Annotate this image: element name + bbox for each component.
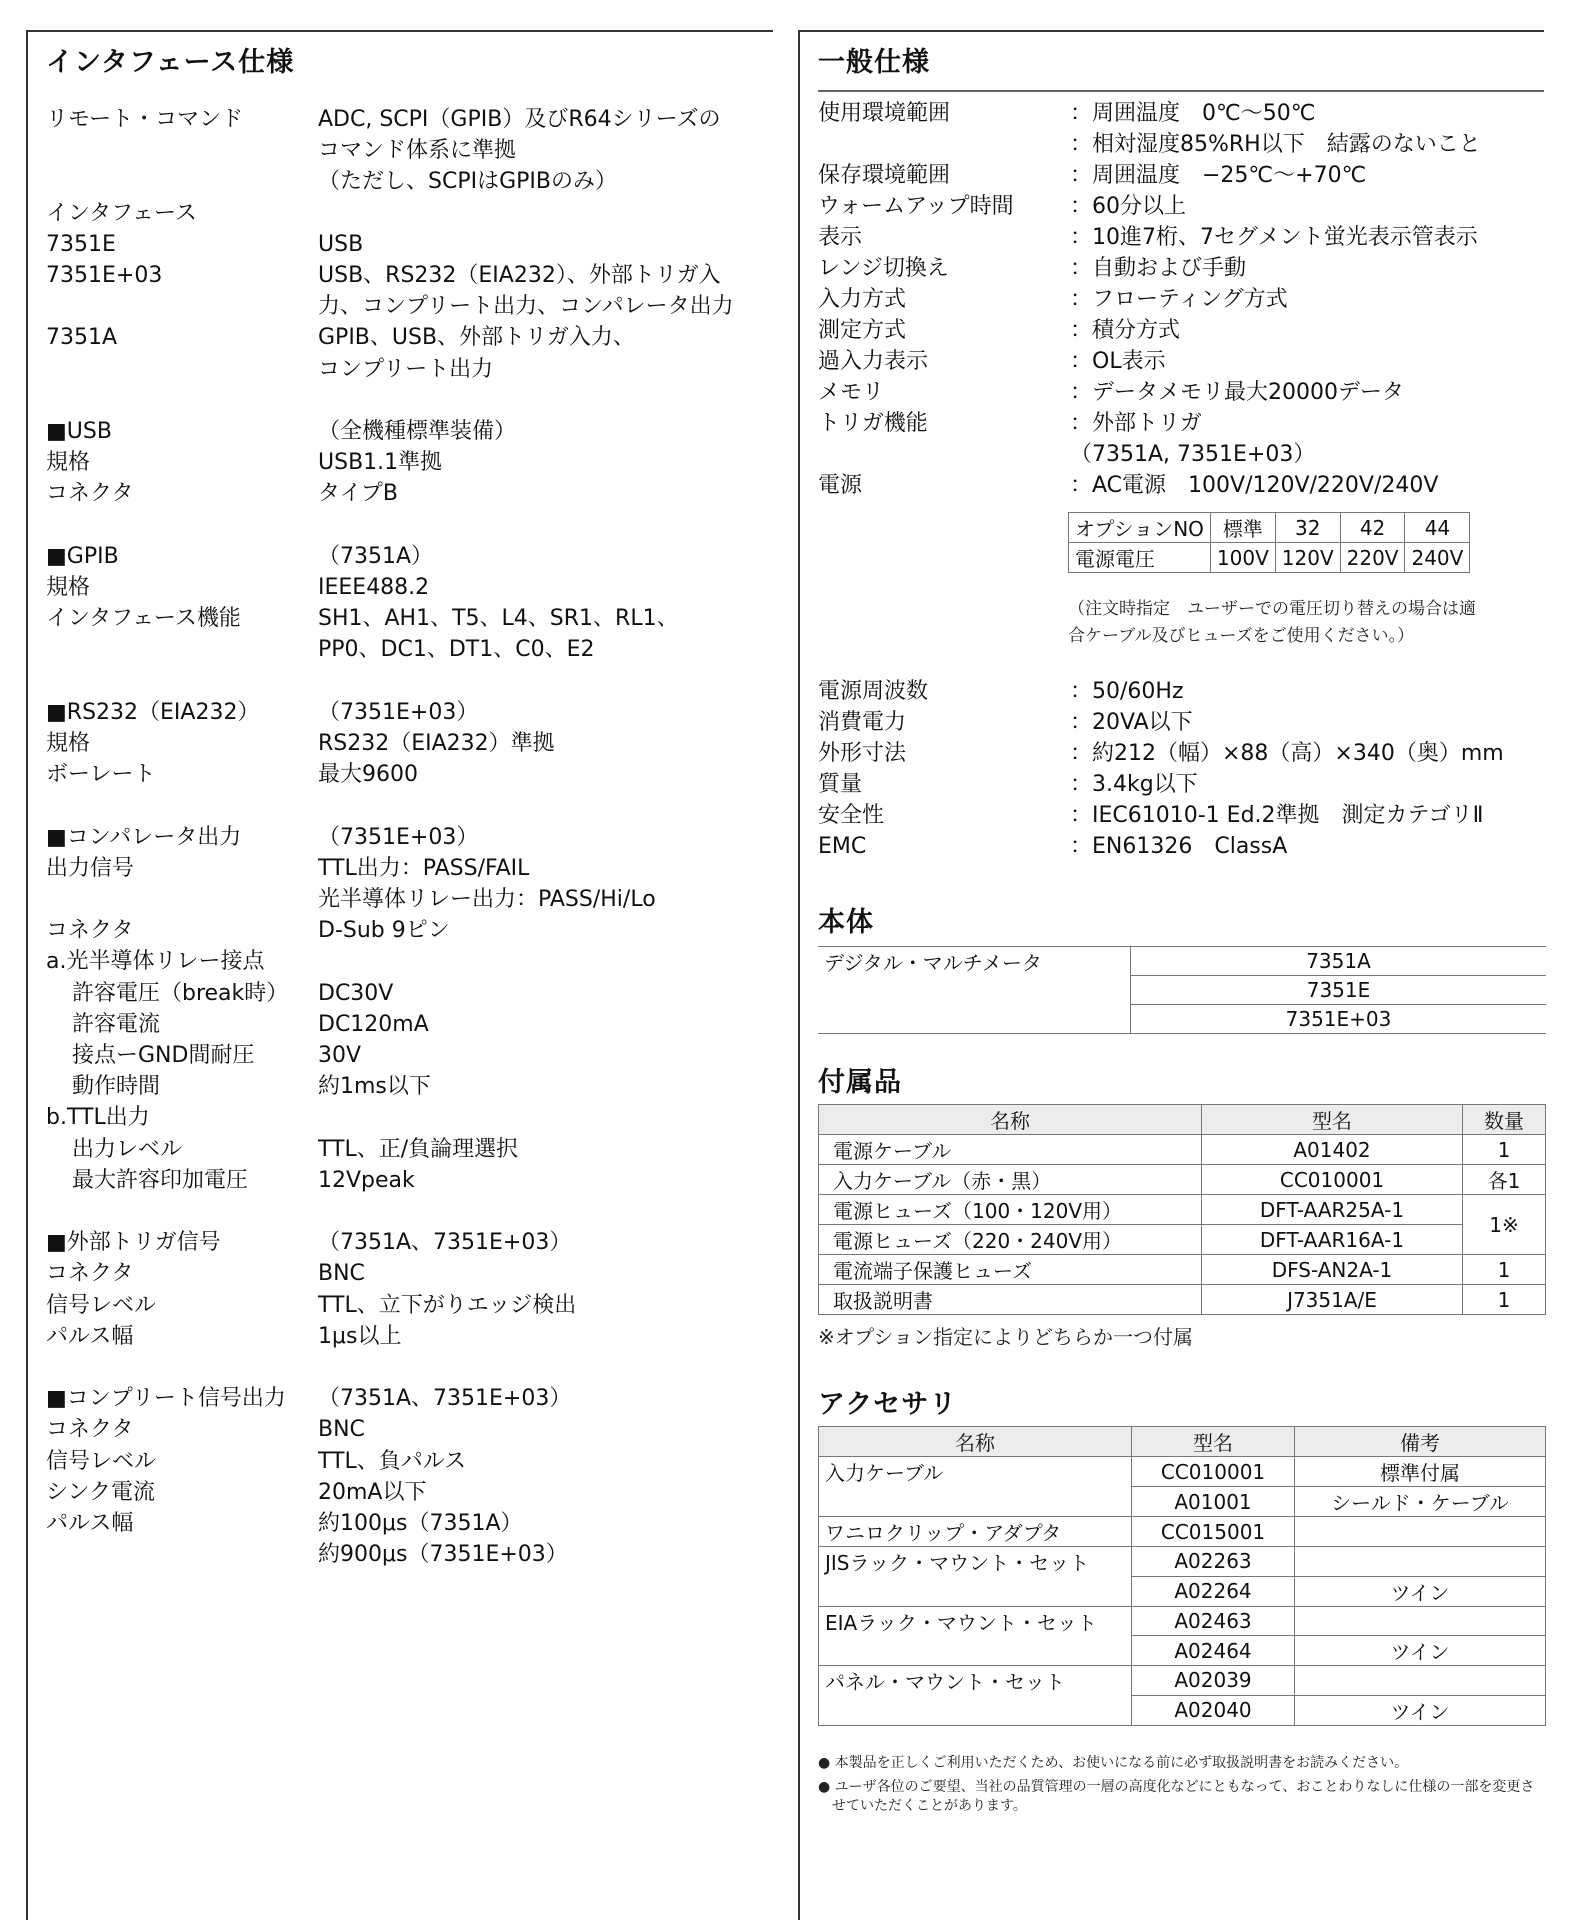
spec-key: 質量: [818, 772, 863, 797]
spec-key: 測定方式: [818, 318, 907, 343]
spec-key: 出力レベル: [72, 1136, 183, 1162]
spec-key: 安全性: [818, 803, 885, 828]
spec-value: コマンド体系に準拠: [318, 138, 517, 164]
table-row: [819, 1576, 1546, 1606]
spec-row: [818, 738, 1544, 769]
table-cell: 電源ケーブル: [819, 1135, 1202, 1165]
spec-value: （7351E+03）: [318, 824, 479, 850]
spec-key: 出力信号: [46, 855, 135, 881]
spec-key: コネクタ: [46, 1261, 134, 1287]
spec-row: [46, 634, 773, 665]
notice-item: ● ユーザ各位のご要望、当社の品質管理の一層の高度化などにともなって、おことわりなしに仕様の一部を変更させていただくことがあります。: [818, 1779, 1535, 1814]
voltage-cell: 240V: [1405, 543, 1470, 573]
spec-value: USB1.1準拠: [318, 450, 443, 476]
spec-row: [46, 697, 773, 728]
table-row: [819, 1695, 1546, 1725]
table-row: [819, 1135, 1546, 1165]
table-cell: 電源ヒューズ（220・240V用）: [819, 1225, 1202, 1255]
voltage-cell: 44: [1405, 513, 1470, 543]
spec-value: 約900μs（7351E+03）: [318, 1542, 568, 1568]
table-cell: [819, 1576, 1132, 1606]
spec-row: [46, 978, 773, 1009]
general-spec-panel: [798, 30, 1544, 1920]
spec-value: 20mA以下: [318, 1479, 427, 1505]
spec-value: 光半導体リレー出力：PASS/Hi/Lo: [318, 887, 656, 912]
column-header: 型名: [1132, 1427, 1295, 1457]
spec-value: （7351A、7351E+03）: [318, 1230, 572, 1256]
spec-value: ：3.4kg以下: [1070, 772, 1198, 797]
table-cell: A02463: [1132, 1606, 1295, 1636]
spec-value: （ただし、SCPIはGPIBのみ）: [318, 169, 617, 195]
spec-key: パルス幅: [46, 1511, 134, 1536]
voltage-cell: 120V: [1275, 543, 1340, 573]
spec-row: [46, 322, 773, 353]
notice-list: [818, 1754, 1546, 1821]
spec-key: 7351E+03: [46, 263, 163, 288]
spec-value: TTL、負パルス: [318, 1448, 467, 1474]
model-cell: 7351A: [1131, 947, 1547, 976]
table-cell: CC015001: [1132, 1517, 1295, 1547]
table-row: [819, 1666, 1546, 1696]
spec-value: タイプB: [318, 481, 398, 507]
spec-row: [46, 1539, 773, 1570]
spec-key: ■外部トリガ信号: [46, 1230, 221, 1256]
table-cell: 入力ケーブル: [819, 1457, 1132, 1487]
spec-row: [46, 416, 773, 447]
table-row: [819, 1285, 1546, 1315]
interface-spec-title: インタフェース仕様: [46, 47, 295, 78]
spec-value: USB: [318, 231, 364, 257]
spec-key: 許容電流: [72, 1011, 161, 1037]
spec-key: ウォームアップ時間: [818, 194, 1014, 219]
spec-key: トリガ機能: [818, 411, 928, 436]
spec-key: ボーレート: [46, 762, 156, 788]
spec-key: ■コンプリート信号出力: [46, 1386, 286, 1412]
spec-key: 外形寸法: [818, 741, 907, 766]
voltage-option-table: [1068, 512, 1470, 573]
table-cell: CC010001: [1202, 1165, 1463, 1195]
voltage-cell: 電源電圧: [1069, 543, 1211, 573]
spec-row: [818, 439, 1544, 470]
model-cell: 7351E: [1131, 976, 1547, 1005]
spec-row: [46, 790, 773, 821]
table-cell: パネル・マウント・セット: [819, 1666, 1132, 1696]
spec-key: 電源周波数: [818, 679, 929, 704]
table-cell: J7351A/E: [1202, 1285, 1463, 1315]
table-cell: [1295, 1666, 1546, 1696]
spec-row: [46, 946, 773, 977]
main-unit-table: [818, 946, 1546, 1034]
spec-row: [46, 915, 773, 946]
table-row: [819, 1195, 1546, 1225]
spec-row: [818, 707, 1544, 738]
table-cell: 各1: [1463, 1165, 1546, 1195]
spec-value: ：約212（幅）×88（高）×340（奥）mm: [1070, 741, 1504, 766]
spec-value: ：データメモリ最大20000データ: [1070, 380, 1404, 405]
spec-row: [46, 1165, 773, 1196]
spec-value: ：外部トリガ: [1070, 411, 1202, 436]
spec-value: ：相対湿度85%RH以下 結露のないこと: [1070, 132, 1481, 157]
column-header: 名称: [819, 1105, 1202, 1135]
spec-key: EMC: [818, 834, 867, 859]
spec-key: 電源: [818, 473, 863, 498]
spec-value: ：IEC61010-1 Ed.2準拠 測定カテゴリⅡ: [1070, 803, 1484, 828]
spec-row: [46, 447, 773, 478]
spec-row: [818, 191, 1544, 222]
spec-row: [46, 1446, 773, 1477]
spec-key: リモート・コマンド: [46, 107, 244, 132]
table-cell: DFT-AAR16A-1: [1202, 1225, 1463, 1255]
spec-row: [46, 478, 773, 509]
column-header: 型名: [1202, 1105, 1463, 1135]
spec-row: [46, 1321, 773, 1352]
spec-key: シンク電流: [46, 1479, 156, 1505]
spec-row: [818, 253, 1544, 284]
table-cell: [1295, 1606, 1546, 1636]
spec-value: 最大9600: [318, 762, 418, 788]
table-row: [819, 1255, 1546, 1285]
spec-row: [46, 291, 773, 322]
spec-key: 7351E: [46, 231, 116, 257]
table-cell: 1: [1463, 1135, 1546, 1165]
spec-row: [46, 135, 773, 166]
optional-accessories-title: アクセサリ: [818, 1389, 958, 1420]
spec-key: コネクタ: [46, 481, 134, 507]
spec-value: TTL出力：PASS/FAIL: [318, 855, 530, 881]
spec-row: [46, 198, 773, 229]
spec-key: 規格: [46, 575, 91, 600]
spec-value: IEEE488.2: [318, 575, 430, 600]
table-cell: [1295, 1517, 1546, 1547]
column-header: 備考: [1295, 1427, 1546, 1457]
spec-value: PP0、DC1、DT1、C0、E2: [318, 637, 595, 663]
spec-key: パルス幅: [46, 1323, 134, 1349]
table-cell: 1: [1463, 1255, 1546, 1285]
spec-key: 許容電圧（break時）: [72, 980, 289, 1006]
spec-row: [818, 98, 1544, 129]
table-cell: [1295, 1547, 1546, 1577]
table-cell: A01001: [1132, 1487, 1295, 1517]
table-cell: A02263: [1132, 1547, 1295, 1577]
spec-value: （全機種標準装備）: [318, 419, 517, 444]
voltage-cell: 100V: [1210, 543, 1275, 573]
table-cell: 入力ケーブル（赤・黒）: [819, 1165, 1202, 1195]
table-cell: [819, 1487, 1132, 1517]
table-cell: [819, 1636, 1132, 1666]
table-cell: 標準付属: [1295, 1457, 1546, 1487]
notice-item: ● 本製品を正しくご利用いただくため、お使いになる前に必ず取扱説明書をお読みください。: [818, 1755, 1409, 1771]
spec-value: RS232（EIA232）準拠: [318, 731, 555, 756]
spec-row: [46, 1227, 773, 1258]
spec-key: インタフェース: [46, 200, 197, 226]
spec-row: [46, 510, 773, 541]
spec-row: [818, 129, 1544, 160]
table-row: [819, 1547, 1546, 1577]
spec-row: [46, 1414, 773, 1445]
spec-value: ：20VA以下: [1070, 710, 1193, 735]
spec-row: [46, 1352, 773, 1383]
spec-row: [46, 1383, 773, 1414]
spec-key: 規格: [46, 450, 91, 476]
table-row: [819, 1606, 1546, 1636]
spec-row: [46, 1508, 773, 1539]
main-unit-title: 本体: [818, 907, 874, 938]
spec-key: 最大許容印加電圧: [72, 1167, 249, 1193]
spec-value: ：周囲温度 −25℃〜+70℃: [1070, 163, 1367, 188]
spec-value: ：50/60Hz: [1070, 679, 1184, 704]
spec-row: [46, 354, 773, 385]
optional-accessories-table: [818, 1426, 1546, 1726]
spec-value: （7351A、7351E+03）: [318, 1386, 572, 1412]
spec-key: 接点ーGND間耐圧: [72, 1043, 255, 1068]
spec-row: [46, 572, 773, 603]
spec-value: （7351A）: [318, 543, 434, 569]
spec-row: [46, 884, 773, 915]
spec-value: ：OL表示: [1070, 349, 1166, 374]
included-items-table: [818, 1104, 1546, 1315]
table-cell: A02040: [1132, 1695, 1295, 1725]
spec-value: 1μs以上: [318, 1323, 402, 1349]
column-header: 数量: [1463, 1105, 1546, 1135]
spec-row: [46, 385, 773, 416]
spec-row: [818, 800, 1544, 831]
spec-value: コンプリート出力: [318, 356, 494, 382]
spec-key: 信号レベル: [46, 1448, 157, 1474]
table-cell: [819, 1695, 1132, 1725]
spec-value: TTL、正/負論理選択: [318, 1136, 519, 1162]
spec-row: [818, 284, 1544, 315]
spec-key: 動作時間: [72, 1074, 161, 1100]
spec-row-power: [818, 470, 1544, 501]
spec-key: メモリ: [818, 380, 885, 405]
voltage-cell: 42: [1340, 513, 1405, 543]
spec-value: ：フローティング方式: [1070, 287, 1288, 312]
spec-key: 表示: [818, 225, 863, 250]
table-row: [819, 1165, 1546, 1195]
spec-row: [818, 408, 1544, 439]
spec-key: コネクタ: [46, 1417, 134, 1443]
table-cell: ツイン: [1295, 1695, 1546, 1725]
spec-row: [46, 853, 773, 884]
spec-row: [46, 1477, 773, 1508]
spec-value: ：積分方式: [1070, 318, 1181, 343]
spec-row: [46, 1040, 773, 1071]
table-row: [819, 1225, 1546, 1255]
spec-value: ：10進7桁、7セグメント蛍光表示管表示: [1070, 225, 1478, 250]
table-cell: 電流端子保護ヒューズ: [819, 1255, 1202, 1285]
table-cell: CC010001: [1132, 1457, 1295, 1487]
voltage-cell: 標準: [1210, 513, 1275, 543]
spec-key: 保存環境範囲: [818, 163, 951, 188]
spec-value: ：AC電源 100V/120V/220V/240V: [1070, 473, 1439, 498]
table-cell: ツイン: [1295, 1576, 1546, 1606]
spec-value: DC30V: [318, 980, 394, 1006]
spec-row: [46, 759, 773, 790]
spec-row: [46, 822, 773, 853]
spec-row: [46, 1196, 773, 1227]
spec-row: [46, 603, 773, 634]
spec-row: [46, 1102, 773, 1133]
spec-value: ADC, SCPI（GPIB）及びR64シリーズの: [318, 107, 721, 132]
voltage-note: （注文時指定 ユーザーでの電圧切り替えの場合は適 合ケーブル及びヒューズをご使用ください。）: [1068, 599, 1476, 646]
spec-value: DC120mA: [318, 1011, 429, 1037]
spec-row: [818, 160, 1544, 191]
included-items-note: ※オプション指定によりどちらか一つ付属: [818, 1325, 1193, 1349]
spec-key: コネクタ: [46, 918, 134, 944]
accessories-included-title: 付属品: [818, 1067, 902, 1098]
table-row: [819, 1487, 1546, 1517]
spec-value: USB、RS232（EIA232）、外部トリガ入: [318, 263, 721, 288]
table-cell: ツイン: [1295, 1636, 1546, 1666]
spec-key: b.TTL出力: [46, 1105, 150, 1131]
spec-value: （7351A, 7351E+03）: [1070, 442, 1316, 467]
spec-row: [46, 1134, 773, 1165]
table-cell: DFT-AAR25A-1: [1202, 1195, 1463, 1225]
spec-value: 約100μs（7351A）: [318, 1511, 523, 1536]
spec-row: [818, 769, 1544, 800]
spec-row: [818, 676, 1544, 707]
spec-key: 規格: [46, 731, 91, 756]
voltage-cell: オプションNO: [1069, 513, 1211, 543]
interface-spec-panel: [26, 30, 773, 1920]
main-unit-name: デジタル・マルチメータ: [818, 947, 1131, 1034]
table-cell: シールド・ケーブル: [1295, 1487, 1546, 1517]
spec-value: BNC: [318, 1417, 365, 1443]
spec-value: GPIB、USB、外部トリガ入力、: [318, 325, 635, 351]
spec-row: [46, 104, 773, 135]
spec-row: [818, 377, 1544, 408]
spec-row: [818, 831, 1544, 862]
spec-value: ：自動および手動: [1070, 256, 1247, 281]
spec-row: [46, 260, 773, 291]
table-cell: JISラック・マウント・セット: [819, 1547, 1132, 1577]
spec-value: SH1、AH1、T5、L4、SR1、RL1、: [318, 606, 679, 632]
spec-value: 力、コンプリート出力、コンパレータ出力: [318, 294, 734, 320]
spec-key: ■USB: [46, 419, 112, 444]
spec-key: 信号レベル: [46, 1292, 157, 1318]
spec-row: [46, 728, 773, 759]
spec-key: インタフェース機能: [46, 606, 241, 632]
table-cell: 電源ヒューズ（100・120V用）: [819, 1195, 1202, 1225]
spec-value: 約1ms以下: [318, 1074, 431, 1100]
spec-key: ■コンパレータ出力: [46, 824, 242, 850]
table-row: [819, 1636, 1546, 1666]
model-cell: 7351E+03: [1131, 1005, 1547, 1034]
title-divider: [818, 90, 1544, 92]
spec-key: 消費電力: [818, 710, 907, 735]
voltage-cell: 32: [1275, 513, 1340, 543]
voltage-cell: 220V: [1340, 543, 1405, 573]
table-cell: ワニロクリップ・アダプタ: [819, 1517, 1132, 1547]
spec-key: ■GPIB: [46, 543, 119, 569]
table-cell: 取扱説明書: [819, 1285, 1202, 1315]
table-row: [819, 1517, 1546, 1547]
spec-key: 使用環境範囲: [818, 101, 951, 126]
spec-row: [818, 222, 1544, 253]
table-cell: A01402: [1202, 1135, 1463, 1165]
spec-key: ■RS232（EIA232）: [46, 699, 260, 725]
table-cell: EIAラック・マウント・セット: [819, 1606, 1132, 1636]
spec-value: D-Sub 9ピン: [318, 918, 450, 944]
spec-row: [46, 166, 773, 197]
spec-value: 30V: [318, 1043, 362, 1068]
spec-key: レンジ切換え: [818, 256, 949, 281]
table-cell: 1※: [1463, 1195, 1546, 1255]
column-header: 名称: [819, 1427, 1132, 1457]
spec-value: BNC: [318, 1261, 365, 1287]
spec-value: ：60分以上: [1070, 194, 1186, 219]
spec-key: a.光半導体リレー接点: [46, 949, 265, 975]
table-row: [819, 1457, 1546, 1487]
spec-row: [46, 1071, 773, 1102]
general-spec-title: 一般仕様: [818, 47, 930, 78]
spec-row: [818, 346, 1544, 377]
spec-row: [46, 666, 773, 697]
spec-value: 12Vpeak: [318, 1167, 415, 1193]
spec-key: 過入力表示: [818, 349, 929, 374]
table-cell: A02039: [1132, 1666, 1295, 1696]
table-cell: 1: [1463, 1285, 1546, 1315]
table-cell: A02264: [1132, 1576, 1295, 1606]
table-cell: DFS-AN2A-1: [1202, 1255, 1463, 1285]
spec-key: 入力方式: [818, 287, 907, 312]
spec-value: ：EN61326 ClassA: [1070, 834, 1288, 859]
spec-value: TTL、立下がりエッジ検出: [318, 1292, 577, 1318]
spec-value: （7351E+03）: [318, 699, 479, 725]
spec-value: ：周囲温度 0℃〜50℃: [1070, 101, 1316, 126]
spec-row: [46, 1009, 773, 1040]
spec-row: [818, 315, 1544, 346]
spec-row: [46, 229, 773, 260]
table-cell: A02464: [1132, 1636, 1295, 1666]
spec-row: [46, 1258, 773, 1289]
spec-row: [46, 541, 773, 572]
spec-key: 7351A: [46, 325, 118, 351]
spec-row: [46, 1290, 773, 1321]
